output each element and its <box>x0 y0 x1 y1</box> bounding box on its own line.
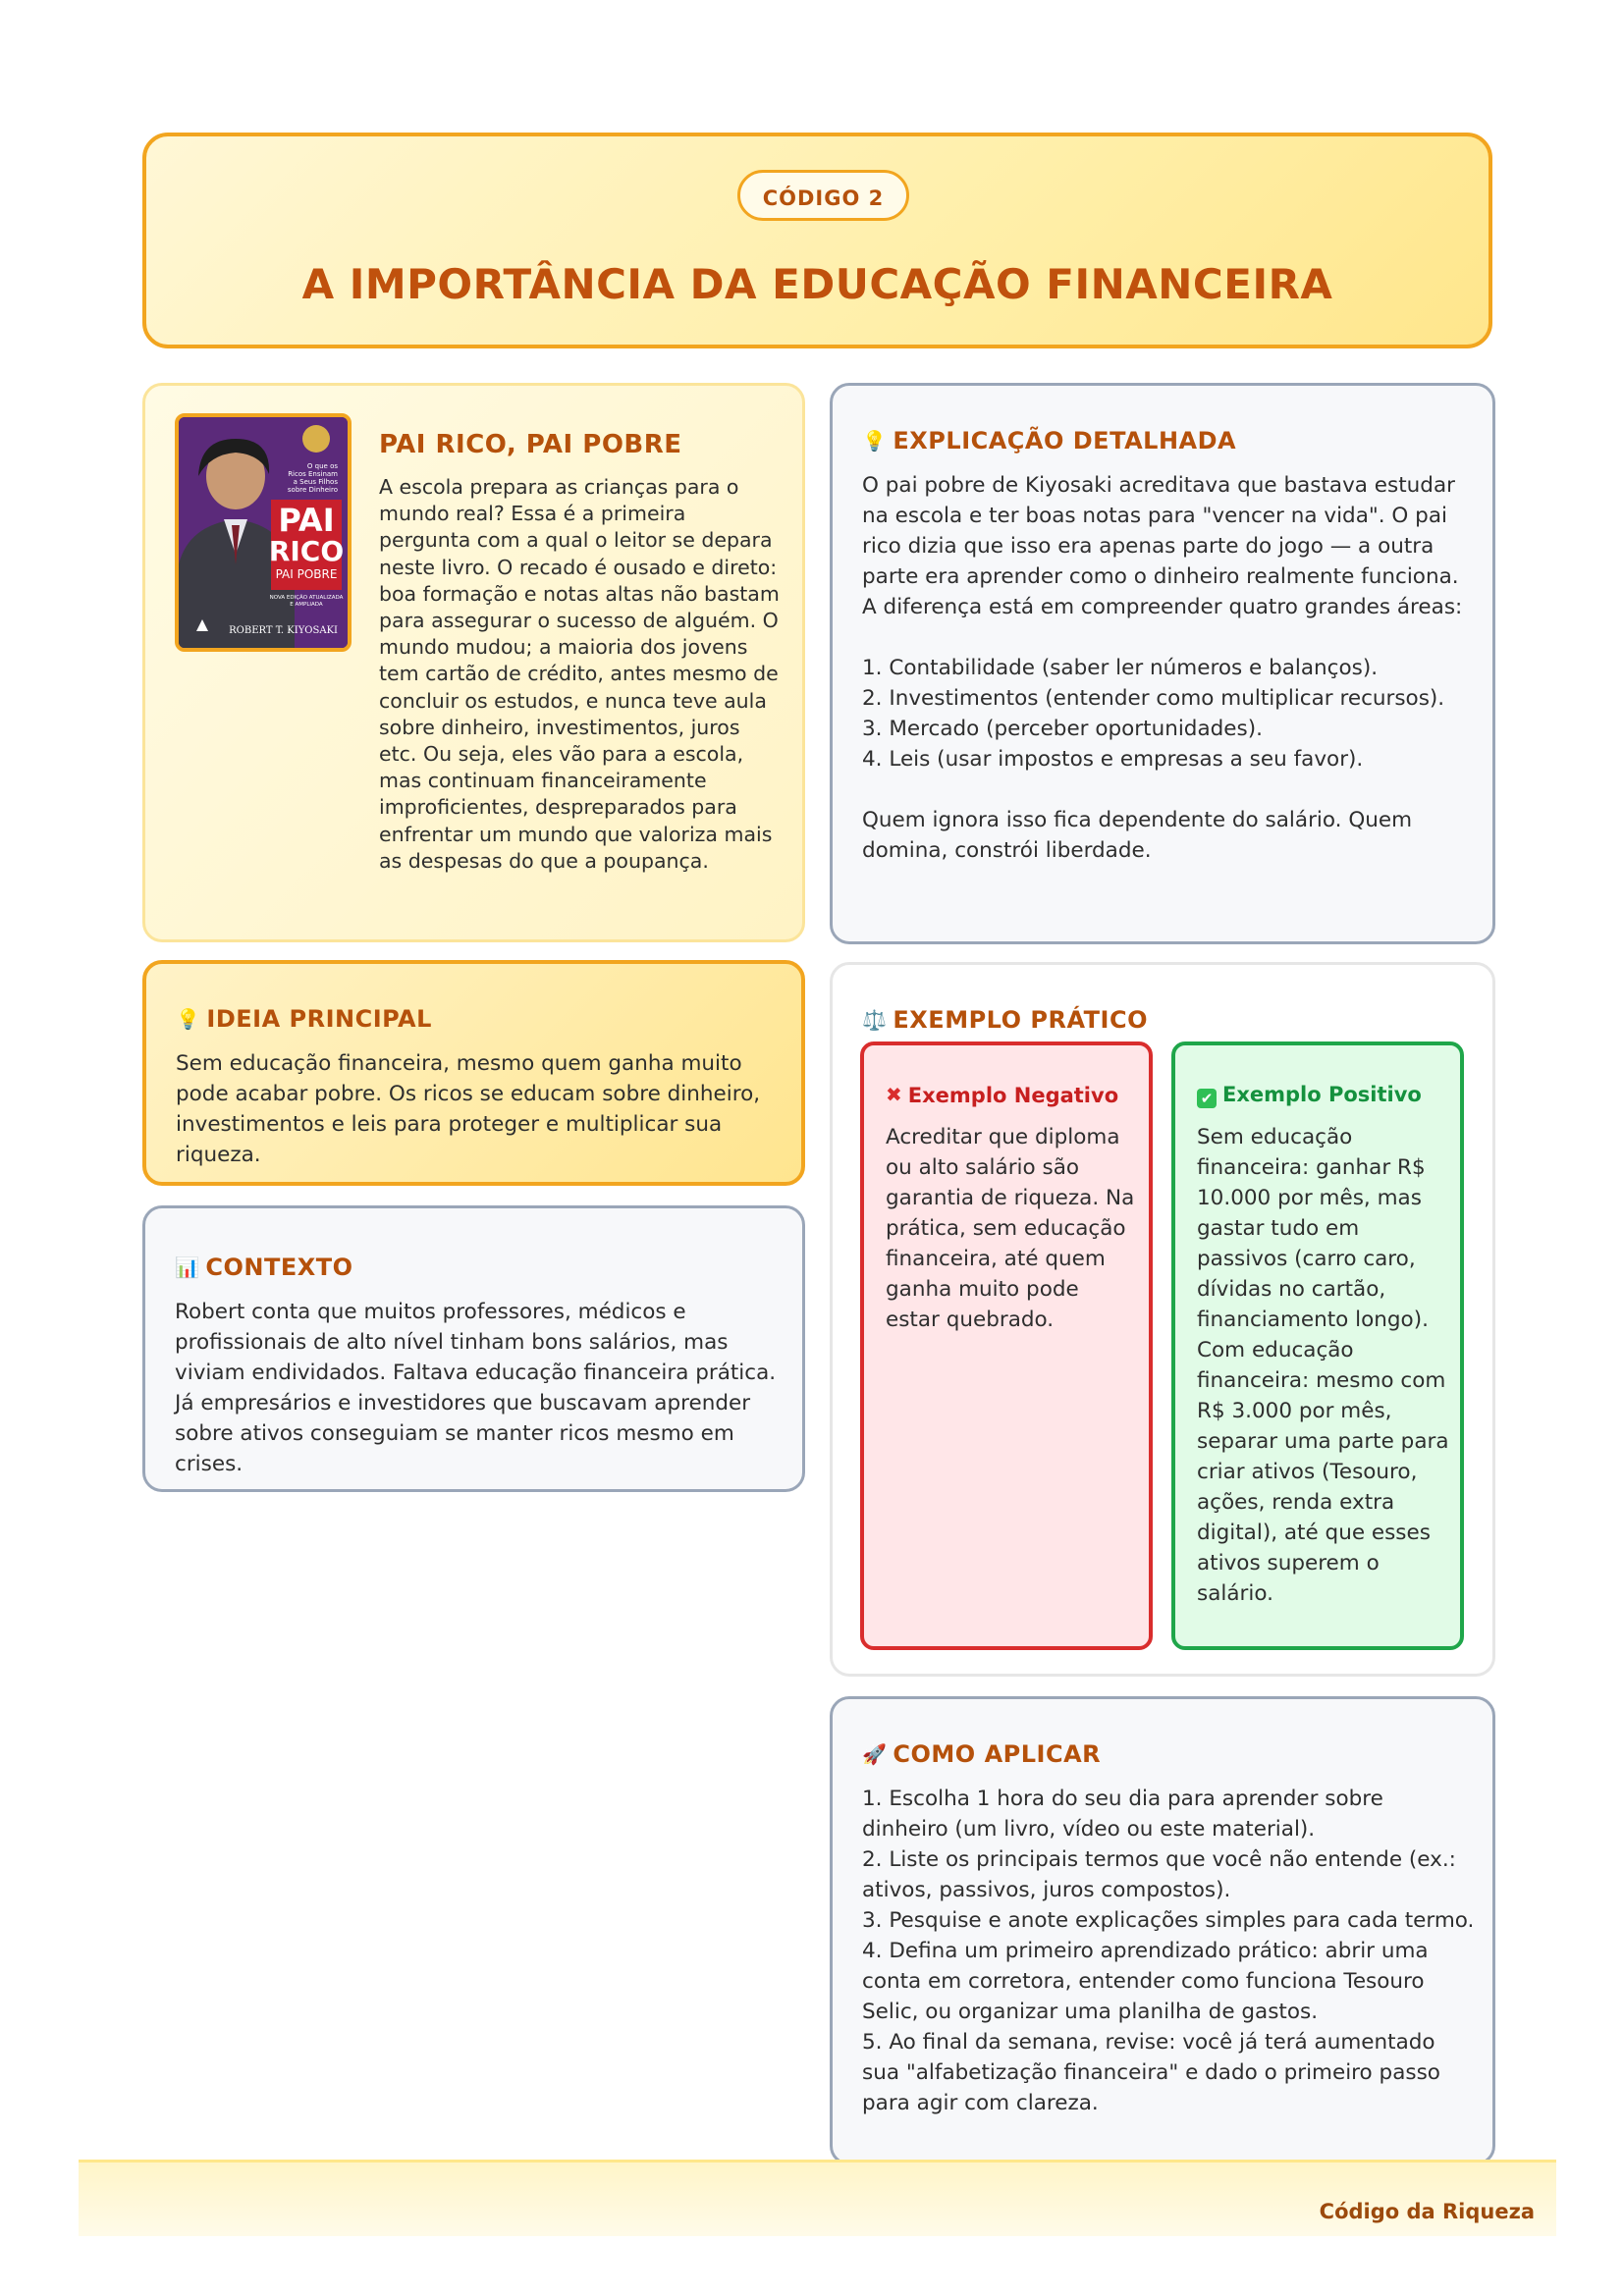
list-item: 1. Contabilidade (saber ler números e balanços). <box>862 656 1379 680</box>
apply-steps <box>862 1784 1476 2118</box>
context-title: CONTEXTO <box>205 1254 353 1281</box>
positive-example-box <box>1171 1041 1464 1650</box>
cover-title-line3: PAI POBRE <box>275 567 338 581</box>
code-badge: CÓDIGO 2 <box>737 170 909 221</box>
main-idea-heading <box>176 1005 432 1033</box>
apply-title: COMO APLICAR <box>893 1740 1102 1768</box>
cover-tagline-1: O que os <box>306 462 338 470</box>
svg-text:NOVA EDIÇÃO ATUALIZADA: NOVA EDIÇÃO ATUALIZADA <box>269 595 344 601</box>
negative-example-text: Acreditar que diploma ou alto salário são garantia de riqueza. Na prática, sem educação financeira, até quem ganha muito pode estar quebrado. <box>886 1125 1135 1332</box>
book-title: PAI RICO, PAI POBRE <box>379 430 682 459</box>
checkmark-icon: ✔ <box>1197 1089 1217 1108</box>
explanation-heading <box>862 427 1236 454</box>
positive-example-text: Sem educação financeira: ganhar R$ 10.000 por mês, mas gastar tudo em passivos (carro caro, dívidas no cartão, financiamento longo). Com educação financeira: mesmo com R$ 3.000 por mês, separar uma parte para criar ativos (Tesouro, ações, renda extra digital), até que esses ativos superem o salário. <box>1197 1125 1449 1606</box>
explanation-card <box>830 383 1495 944</box>
lightbulb-icon: 💡 <box>176 1007 201 1031</box>
cover-title-line2: RICO <box>268 535 345 567</box>
main-idea-card <box>142 960 805 1186</box>
example-heading <box>862 1006 1148 1034</box>
list-item: 2. Investimentos (entender como multiplicar recursos). <box>862 686 1445 711</box>
list-item: 3. Mercado (perceber oportunidades). <box>862 717 1263 741</box>
context-heading <box>175 1254 353 1281</box>
how-to-apply-card <box>830 1696 1495 2165</box>
context-card <box>142 1205 805 1492</box>
explanation-body <box>862 470 1471 866</box>
award-seal-icon <box>302 425 330 453</box>
explanation-outro: Quem ignora isso fica dependente do salário. Quem domina, constrói liberdade. <box>862 808 1413 863</box>
context-text: Robert conta que muitos professores, médicos e profissionais de alto nível tinham bons salários, mas viviam endividados. Faltava educação financeira prática. Já empresários e investidores que buscavam aprender sobre ativos conseguiam se manter ricos mesmo em crises. <box>175 1300 777 1476</box>
footer <box>79 2160 1556 2236</box>
apply-heading <box>862 1740 1101 1768</box>
svg-text:a Seus Filhos: a Seus Filhos <box>293 478 338 486</box>
example-title: EXEMPLO PRÁTICO <box>893 1006 1148 1034</box>
book-description: A escola prepara as crianças para o mundo real? Essa é a primeira pergunta com a qual o leitor se depara neste livro. O recado é ousado e direto: boa formação e notas altas não bastam para assegurar o sucesso de alguém. O mundo mudou; a maioria dos jovens tem cartão de crédito, antes mesmo de concluir os estudos, e nunca teve aula sobre dinheiro, investimentos, juros etc. Ou seja, eles vão para a escola, mas continuam financeiramente improficientes, despreparados para enfrentar um mundo que valoriza mais as despesas do que a poupança. <box>379 475 780 873</box>
list-item: 4. Leis (usar impostos e empresas a seu favor). <box>862 747 1364 772</box>
positive-example-title: Exemplo Positivo <box>1222 1083 1422 1106</box>
book-cover-art <box>179 417 348 648</box>
page-title: A IMPORTÂNCIA DA EDUCAÇÃO FINANCEIRA <box>301 260 1333 308</box>
list-item: 2. Liste os principais termos que você não entende (ex.: ativos, passivos, juros compostos). <box>862 1847 1456 1902</box>
svg-text:E AMPLIADA: E AMPLIADA <box>290 602 323 608</box>
positive-example-heading <box>1197 1083 1422 1108</box>
cover-author: ROBERT T. KIYOSAKI <box>229 625 338 636</box>
svg-text:sobre Dinheiro: sobre Dinheiro <box>287 486 338 494</box>
book-card <box>142 383 805 942</box>
main-idea-title: IDEIA PRINCIPAL <box>206 1005 432 1033</box>
example-card <box>830 962 1495 1677</box>
footer-brand: Código da Riqueza <box>1319 2200 1535 2223</box>
negative-example-box <box>860 1041 1153 1650</box>
list-item: 1. Escolha 1 hora do seu dia para aprender sobre dinheiro (um livro, vídeo ou este material). <box>862 1787 1383 1842</box>
list-item: 4. Defina um primeiro aprendizado prático: abrir uma conta em corretora, entender como funciona Tesouro Selic, ou organizar uma planilha de gastos. <box>862 1939 1429 2024</box>
cover-title-line1: PAI <box>278 502 335 539</box>
explanation-title: EXPLICAÇÃO DETALHADA <box>893 427 1237 454</box>
main-idea-text: Sem educação financeira, mesmo quem ganha muito pode acabar pobre. Os ricos se educam sobre dinheiro, investimentos e leis para proteger e multiplicar sua riqueza. <box>176 1051 761 1167</box>
negative-example-title: Exemplo Negativo <box>907 1084 1119 1107</box>
book-cover-image <box>175 413 352 652</box>
header-banner <box>142 133 1492 348</box>
bar-chart-icon: 📊 <box>175 1255 200 1279</box>
lightbulb-icon: 💡 <box>862 429 888 453</box>
list-item: 5. Ao final da semana, revise: você já terá aumentado sua "alfabetização financeira" e dado o primeiro passo para agir com clareza. <box>862 2030 1440 2115</box>
cross-icon: ✖ <box>886 1083 902 1106</box>
explanation-intro: O pai pobre de Kiyosaki acreditava que bastava estudar na escola e ter boas notas para "vencer na vida". O pai rico dizia que isso era apenas parte do jogo — a outra parte era aprender como o dinheiro realmente funciona. A diferença está em compreender quatro grandes áreas: <box>862 473 1463 619</box>
list-item: 3. Pesquise e anote explicações simples para cada termo. <box>862 1908 1475 1933</box>
scale-icon: ⚖️ <box>862 1008 888 1032</box>
negative-example-heading <box>886 1083 1118 1107</box>
svg-text:Ricos Ensinam: Ricos Ensinam <box>288 470 338 478</box>
rocket-icon: 🚀 <box>862 1742 888 1766</box>
